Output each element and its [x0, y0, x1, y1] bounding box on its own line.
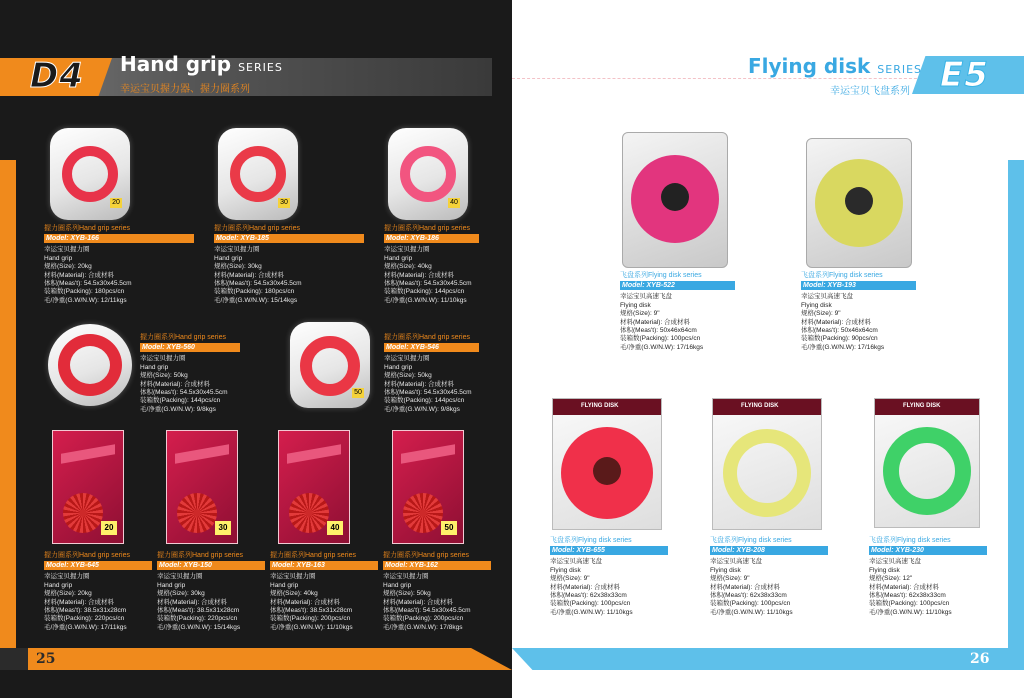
spec-line: 材料(Material): 合成材料: [157, 598, 228, 606]
spec-line: 材料(Material): 合成材料: [550, 583, 621, 591]
spec-line: 幸运宝贝高速飞盘: [710, 558, 762, 566]
product-image-xyb-522: [622, 132, 728, 268]
series-label: 飞盘系列Flying disk series: [620, 272, 702, 279]
spec-line: 幸运宝贝握力圈: [270, 573, 316, 581]
spec-list: [384, 246, 479, 305]
spec-line: 规格(Size): 50kg: [140, 372, 188, 380]
spec-line: 体积(Meas't): 50x46x64cm: [620, 327, 697, 335]
spec-line: 体积(Meas't): 38.5x31x28cm: [270, 607, 353, 615]
spec-line: 材料(Material): 合成材料: [869, 583, 940, 591]
spec-line: 毛/净重(G.W/N.W): 11/10kgs: [869, 608, 952, 616]
spec-list: [44, 573, 152, 632]
spec-line: 体积(Meas't): 54.5x30x45.5cm: [140, 389, 228, 397]
spec-line: 装箱数(Packing): 180pcs/cn: [44, 288, 125, 296]
left-page-subtitle: 幸运宝贝握力器、握力圈系列: [120, 84, 250, 95]
left-footer-bar: [0, 648, 512, 670]
product-xyb-163: [270, 552, 378, 632]
spec-line: 幸运宝贝高速飞盘: [550, 558, 602, 566]
bag-label: FLYING DISK: [741, 403, 779, 409]
product-xyb-230: [869, 537, 987, 617]
spec-line: 幸运宝贝握力圈: [44, 246, 90, 254]
product-image-xyb-162: [392, 430, 464, 544]
size-tag: 50: [352, 388, 364, 398]
series-label: 飞盘系列Flying disk series: [550, 537, 632, 544]
spec-line: 体积(Meas't): 54.5x30x45.5cm: [384, 389, 472, 397]
spec-line: 材料(Material): 合成材料: [214, 271, 285, 279]
product-xyb-522: [620, 272, 735, 352]
spec-line: 毛/净重(G.W/N.W): 17/16kgs: [620, 343, 704, 351]
spec-line: Hand grip: [270, 581, 299, 589]
size-tag: 30: [215, 521, 231, 535]
product-image-xyb-560: [48, 324, 132, 406]
spec-line: 材料(Material): 合成材料: [384, 271, 455, 279]
spec-line: 幸运宝贝握力圈: [140, 355, 186, 363]
spec-line: 装箱数(Packing): 200pcs/cn: [270, 615, 351, 623]
spec-line: 体积(Meas't): 38.5x31x28cm: [44, 607, 127, 615]
right-section-code: E5: [940, 55, 989, 95]
spec-line: Flying disk: [620, 301, 651, 309]
spec-line: 体积(Meas't): 50x46x64cm: [801, 327, 878, 335]
right-title-text: Flying disk: [748, 54, 871, 78]
product-xyb-645: [44, 552, 152, 632]
spec-line: 毛/净重(G.W/N.W): 17/16kgs: [801, 343, 885, 351]
spec-list: [383, 573, 491, 632]
spec-line: 幸运宝贝握力圈: [44, 573, 90, 581]
product-image-xyb-163: [278, 430, 350, 544]
spec-line: 装箱数(Packing): 100pcs/cn: [550, 600, 631, 608]
model-label: Model: XYB-522: [620, 281, 735, 290]
spec-line: 规格(Size): 9": [801, 310, 841, 318]
spec-line: 毛/净重(G.W/N.W): 9/8kgs: [140, 405, 216, 413]
spec-line: 毛/净重(G.W/N.W): 12/11kgs: [44, 296, 127, 304]
product-xyb-150: [157, 552, 265, 632]
spec-line: 毛/净重(G.W/N.W): 17/11kgs: [44, 623, 127, 631]
spec-line: 规格(Size): 9": [710, 575, 750, 583]
series-label: 飞盘系列Flying disk series: [801, 272, 883, 279]
right-page-title: [748, 54, 922, 78]
spec-line: 体积(Meas't): 54.5x30x45.5cm: [383, 607, 471, 615]
spec-line: Hand grip: [140, 363, 169, 371]
spec-line: 规格(Size): 50kg: [383, 590, 431, 598]
spec-line: 体积(Meas't): 38.5x31x28cm: [157, 607, 240, 615]
spec-line: Flying disk: [869, 566, 900, 574]
size-tag: 40: [327, 521, 343, 535]
model-label: Model: XYB-645: [44, 561, 152, 570]
spec-list: [140, 355, 240, 414]
product-image-xyb-185: [218, 128, 298, 220]
spec-line: 装箱数(Packing): 144pcs/cn: [384, 397, 465, 405]
series-label: 握力圈系列Hand grip series: [383, 552, 469, 559]
spec-line: 装箱数(Packing): 144pcs/cn: [384, 288, 465, 296]
spec-line: 材料(Material): 合成材料: [44, 271, 115, 279]
bag-label: FLYING DISK: [581, 403, 619, 409]
model-label: Model: XYB-166: [44, 234, 194, 243]
series-label: 握力圈系列Hand grip series: [157, 552, 243, 559]
spec-line: 材料(Material): 合成材料: [383, 598, 454, 606]
spec-line: Hand grip: [44, 254, 73, 262]
spec-line: 装箱数(Packing): 180pcs/cn: [214, 288, 295, 296]
left-footer-corner: [0, 648, 28, 670]
spec-line: 体积(Meas't): 54.5x30x45.5cm: [214, 280, 302, 288]
spec-line: Hand grip: [383, 581, 412, 589]
spec-line: 毛/净重(G.W/N.W): 9/8kgs: [384, 405, 460, 413]
size-tag: 50: [441, 521, 457, 535]
spec-line: 幸运宝贝握力圈: [157, 573, 203, 581]
product-image-xyb-645: [52, 430, 124, 544]
spec-line: 幸运宝贝高速飞盘: [801, 293, 853, 301]
spec-line: 规格(Size): 30kg: [214, 263, 262, 271]
product-xyb-560: [140, 334, 240, 414]
left-side-bar: [0, 160, 16, 650]
spec-line: 体积(Meas't): 62x38x33cm: [550, 592, 627, 600]
spec-list: [620, 293, 735, 352]
spec-line: 装箱数(Packing): 220pcs/cn: [44, 615, 125, 623]
product-xyb-162: [383, 552, 491, 632]
spec-line: Hand grip: [384, 363, 413, 371]
product-xyb-166: [44, 225, 194, 305]
product-xyb-208: [710, 537, 828, 617]
series-label: 飞盘系列Flying disk series: [710, 537, 792, 544]
product-xyb-186: [384, 225, 479, 305]
spec-line: 材料(Material): 合成材料: [140, 380, 211, 388]
product-xyb-185: [214, 225, 364, 305]
model-label: Model: XYB-150: [157, 561, 265, 570]
model-label: Model: XYB-208: [710, 546, 828, 555]
spec-list: [384, 355, 479, 414]
product-image-xyb-193: [806, 138, 912, 268]
series-label: 握力圈系列Hand grip series: [384, 334, 470, 341]
right-page: [512, 0, 1024, 698]
spec-line: Hand grip: [214, 254, 243, 262]
spec-line: 规格(Size): 20kg: [44, 263, 92, 271]
spec-line: 毛/净重(G.W/N.W): 11/10kgs: [710, 608, 793, 616]
spec-line: 毛/净重(G.W/N.W): 11/10kgs: [384, 296, 467, 304]
spec-line: 体积(Meas't): 62x38x33cm: [710, 592, 787, 600]
model-label: Model: XYB-546: [384, 343, 479, 352]
spec-line: 规格(Size): 20kg: [44, 590, 92, 598]
model-label: Model: XYB-560: [140, 343, 240, 352]
model-label: Model: XYB-186: [384, 234, 479, 243]
series-label: 握力圈系列Hand grip series: [44, 552, 130, 559]
spec-list: [869, 558, 987, 617]
product-image-xyb-166: [50, 128, 130, 220]
left-title-text: Hand grip: [120, 52, 232, 76]
right-page-subtitle: 幸运宝贝飞盘系列: [830, 86, 910, 97]
spec-line: 材料(Material): 合成材料: [801, 318, 872, 326]
spec-line: Hand grip: [384, 254, 413, 262]
spec-line: 材料(Material): 合成材料: [270, 598, 341, 606]
spec-line: Flying disk: [550, 566, 581, 574]
series-label: 握力圈系列Hand grip series: [270, 552, 356, 559]
right-header-rule: [512, 78, 932, 79]
series-label: 握力圈系列Hand grip series: [140, 334, 226, 341]
series-label: 握力圈系列Hand grip series: [214, 225, 300, 232]
product-image-xyb-655: [552, 398, 662, 530]
spec-line: 毛/净重(G.W/N.W): 15/14kgs: [157, 623, 241, 631]
left-page-title: [120, 52, 283, 76]
size-tag: 20: [101, 521, 117, 535]
spec-line: 装箱数(Packing): 220pcs/cn: [157, 615, 238, 623]
spec-list: [157, 573, 265, 632]
model-label: Model: XYB-193: [801, 281, 916, 290]
spec-line: Flying disk: [710, 566, 741, 574]
product-image-xyb-230: [874, 398, 980, 528]
left-section-code: D4: [30, 56, 84, 96]
spec-line: 毛/净重(G.W/N.W): 15/14kgs: [214, 296, 298, 304]
spec-list: [44, 246, 194, 305]
spec-line: 体积(Meas't): 62x38x33cm: [869, 592, 946, 600]
right-title-suffix: SERIES: [877, 63, 923, 76]
size-tag: 20: [110, 198, 122, 208]
spec-line: 材料(Material): 合成材料: [44, 598, 115, 606]
spec-line: 规格(Size): 40kg: [384, 263, 432, 271]
series-label: 握力圈系列Hand grip series: [44, 225, 130, 232]
spec-list: [801, 293, 916, 352]
spec-line: 幸运宝贝高速飞盘: [620, 293, 672, 301]
spec-line: 规格(Size): 9": [620, 310, 660, 318]
bag-label: FLYING DISK: [903, 403, 941, 409]
spec-line: 规格(Size): 9": [550, 575, 590, 583]
spec-list: [214, 246, 364, 305]
left-title-suffix: SERIES: [238, 61, 283, 74]
spec-line: 装箱数(Packing): 90pcs/cn: [801, 335, 878, 343]
product-image-xyb-150: [166, 430, 238, 544]
spec-line: 装箱数(Packing): 144pcs/cn: [140, 397, 221, 405]
right-footer-bar: [512, 648, 1024, 670]
spec-line: 幸运宝贝高速飞盘: [869, 558, 921, 566]
product-image-xyb-546: [290, 322, 370, 408]
spec-list: [270, 573, 378, 632]
spec-line: 幸运宝贝握力圈: [384, 355, 430, 363]
spec-line: 材料(Material): 合成材料: [384, 380, 455, 388]
spec-line: 材料(Material): 合成材料: [710, 583, 781, 591]
spec-line: 规格(Size): 30kg: [157, 590, 205, 598]
spec-line: 幸运宝贝握力圈: [383, 573, 429, 581]
product-xyb-655: [550, 537, 668, 617]
spec-line: 装箱数(Packing): 100pcs/cn: [620, 335, 701, 343]
spec-line: 装箱数(Packing): 100pcs/cn: [710, 600, 791, 608]
spec-line: 材料(Material): 合成材料: [620, 318, 691, 326]
spec-line: 装箱数(Packing): 200pcs/cn: [383, 615, 464, 623]
spec-line: Flying disk: [801, 301, 832, 309]
spec-line: 幸运宝贝握力圈: [384, 246, 430, 254]
spec-line: 规格(Size): 40kg: [270, 590, 318, 598]
spec-line: 毛/净重(G.W/N.W): 11/10kgs: [550, 608, 633, 616]
spec-line: 装箱数(Packing): 100pcs/cn: [869, 600, 950, 608]
series-label: 握力圈系列Hand grip series: [384, 225, 470, 232]
spec-line: 规格(Size): 12": [869, 575, 913, 583]
model-label: Model: XYB-185: [214, 234, 364, 243]
spec-line: 规格(Size): 50kg: [384, 372, 432, 380]
model-label: Model: XYB-655: [550, 546, 668, 555]
spec-line: Hand grip: [44, 581, 73, 589]
size-tag: 40: [448, 198, 460, 208]
spec-line: 毛/净重(G.W/N.W): 17/8kgs: [383, 623, 463, 631]
size-tag: 30: [278, 198, 290, 208]
series-label: 飞盘系列Flying disk series: [869, 537, 951, 544]
spec-line: Hand grip: [157, 581, 186, 589]
product-image-xyb-186: [388, 128, 468, 220]
spec-line: 体积(Meas't): 54.5x30x45.5cm: [384, 280, 472, 288]
product-image-xyb-208: [712, 398, 822, 530]
right-page-number: 26: [970, 651, 990, 667]
model-label: Model: XYB-162: [383, 561, 491, 570]
spec-line: 幸运宝贝握力圈: [214, 246, 260, 254]
spec-line: 毛/净重(G.W/N.W): 11/10kgs: [270, 623, 353, 631]
model-label: Model: XYB-230: [869, 546, 987, 555]
model-label: Model: XYB-163: [270, 561, 378, 570]
spec-line: 体积(Meas't): 54.5x30x45.5cm: [44, 280, 132, 288]
spec-list: [710, 558, 828, 617]
product-xyb-546: [384, 334, 479, 414]
spec-list: [550, 558, 668, 617]
left-page-number: 25: [36, 651, 56, 667]
right-side-bar: [1008, 160, 1024, 650]
product-xyb-193: [801, 272, 916, 352]
